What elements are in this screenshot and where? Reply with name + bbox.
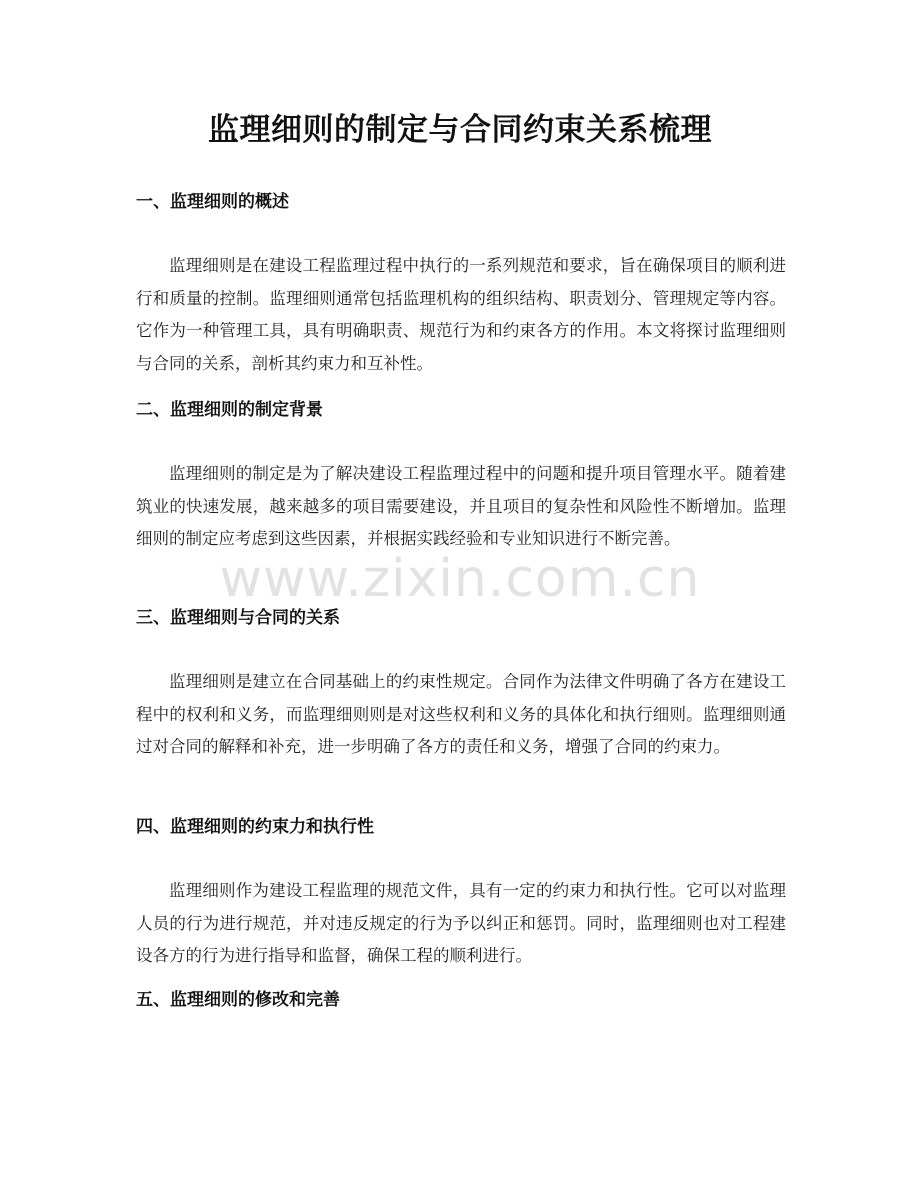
section-heading: 二、监理细则的制定背景 [136, 400, 323, 420]
section-heading: 一、监理细则的概述 [136, 192, 289, 212]
section-background [136, 397, 786, 556]
section-binding-force [136, 814, 786, 973]
section-paragraph: 监理细则的制定是为了解决建设工程监理过程中的问题和提升项目管理水平。随着建筑业的快速发展，越来越多的项目需要建设，并且项目的复杂性和风险性不断增加。监理细则的制定应考虑到这些因素，并根据实践经验和专业知识进行不断完善。 [136, 464, 786, 548]
section-paragraph: 监理细则是建立在合同基础上的约束性规定。合同作为法律文件明确了各方在建设工程中的权利和义务，而监理细则则是对这些权利和义务的具体化和执行细则。监理细则通过对合同的解释和补充，进一步明确了各方的责任和义务，增强了合同的约束力。 [136, 672, 786, 756]
section-heading: 五、监理细则的修改和完善 [136, 990, 340, 1010]
section-paragraph: 监理细则是在建设工程监理过程中执行的一系列规范和要求，旨在确保项目的顺利进行和质量的控制。监理细则通常包括监理机构的组织结构、职责划分、管理规定等内容。它作为一种管理工具，具有明确职责、规范行为和约束各方的作用。本文将探讨监理细则与合同的关系，剖析其约束力和互补性。 [136, 256, 786, 373]
section-revision [136, 987, 786, 1013]
section-heading: 三、监理细则与合同的关系 [136, 608, 340, 628]
section-heading: 四、监理细则的约束力和执行性 [136, 817, 374, 837]
section-paragraph: 监理细则作为建设工程监理的规范文件，具有一定的约束力和执行性。它可以对监理人员的行为进行规范，并对违反规定的行为予以纠正和惩罚。同时，监理细则也对工程建设各方的行为进行指导和监督，确保工程的顺利进行。 [136, 881, 786, 965]
section-overview [136, 189, 786, 380]
watermark: www.zixin.com.cn [219, 549, 701, 609]
section-contract-relation [136, 605, 786, 764]
document-title: 监理细则的制定与合同约束关系梳理 [208, 112, 712, 148]
